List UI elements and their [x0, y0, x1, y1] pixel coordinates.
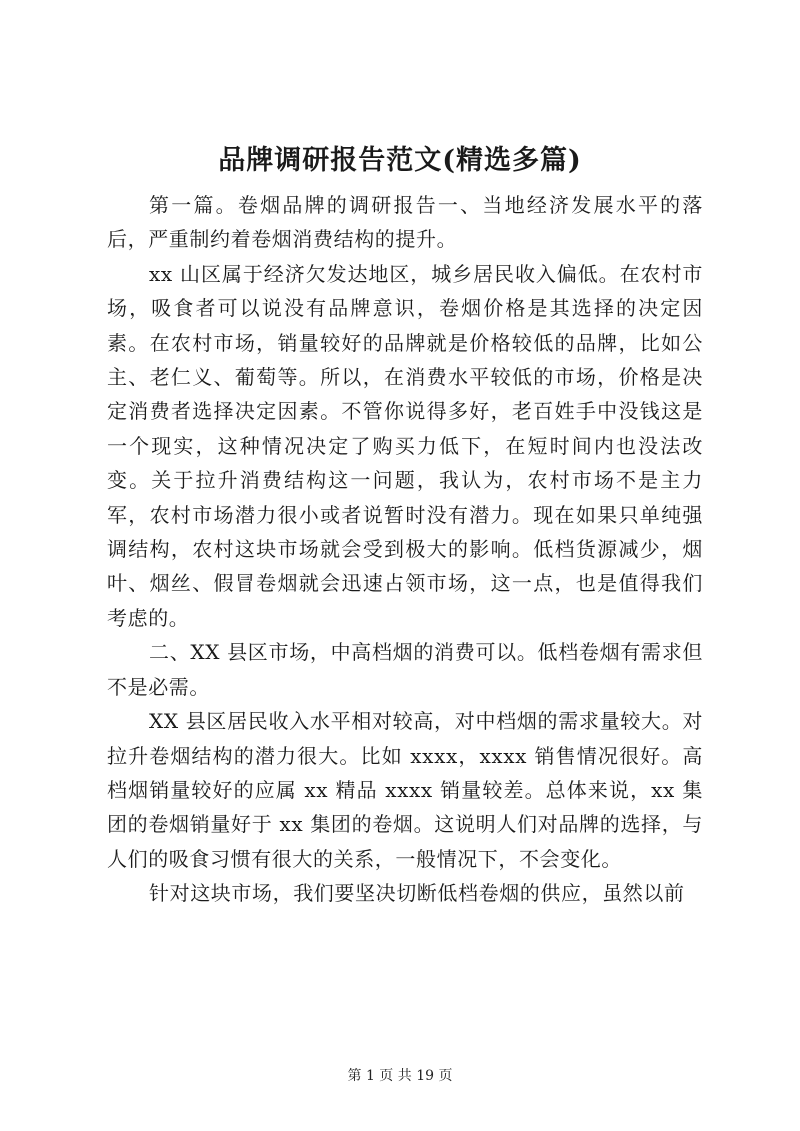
page-number-footer: 第 1 页 共 19 页 — [347, 1068, 453, 1084]
paragraph-1: 第一篇。卷烟品牌的调研报告一、当地经济发展水平的落后，严重制约着卷烟消费结构的提升。 — [107, 193, 703, 252]
document-title: 品牌调研报告范文(精选多篇) — [218, 145, 582, 176]
paragraph-5: 针对这块市场，我们要坚决切断低档卷烟的供应，虽然以前 — [149, 881, 685, 906]
document-body — [107, 188, 703, 911]
paragraph-3: 二、XX 县区市场，中高档烟的消费可以。低档卷烟有需求但不是必需。 — [107, 640, 703, 699]
paragraph-4: XX 县区居民收入水平相对较高，对中档烟的需求量较大。对拉升卷烟结构的潜力很大。比如 xxxx，xxxx 销售情况很好。高档烟销量较好的应属 xx 精品 xxxx 销量较差。总体来说，xx 集团的卷烟销量好于 xx 集团的卷烟。这说明人们对品牌的选择，与人们的吸食习惯有很大的关系，一般情况下，不会变化。 — [107, 709, 703, 871]
paragraph-2: xx 山区属于经济欠发达地区，城乡居民收入偏低。在农村市场，吸食者可以说没有品牌意识，卷烟价格是其选择的决定因素。在农村市场，销量较好的品牌就是价格较低的品牌，比如公主、老仁义、葡萄等。所以，在消费水平较低的市场，价格是决定消费者选择决定因素。不管你说得多好，老百姓手中没钱这是一个现实，这种情况决定了购买力低下，在短时间内也没法改变。关于拉升消费结构这一问题，我认为，农村市场不是主力军，农村市场潜力很小或者说暂时没有潜力。现在如果只单纯强调结构，农村这块市场就会受到极大的影响。低档货源减少，烟叶、烟丝、假冒卷烟就会迅速占领市场，这一点，也是值得我们考虑的。 — [107, 261, 703, 630]
